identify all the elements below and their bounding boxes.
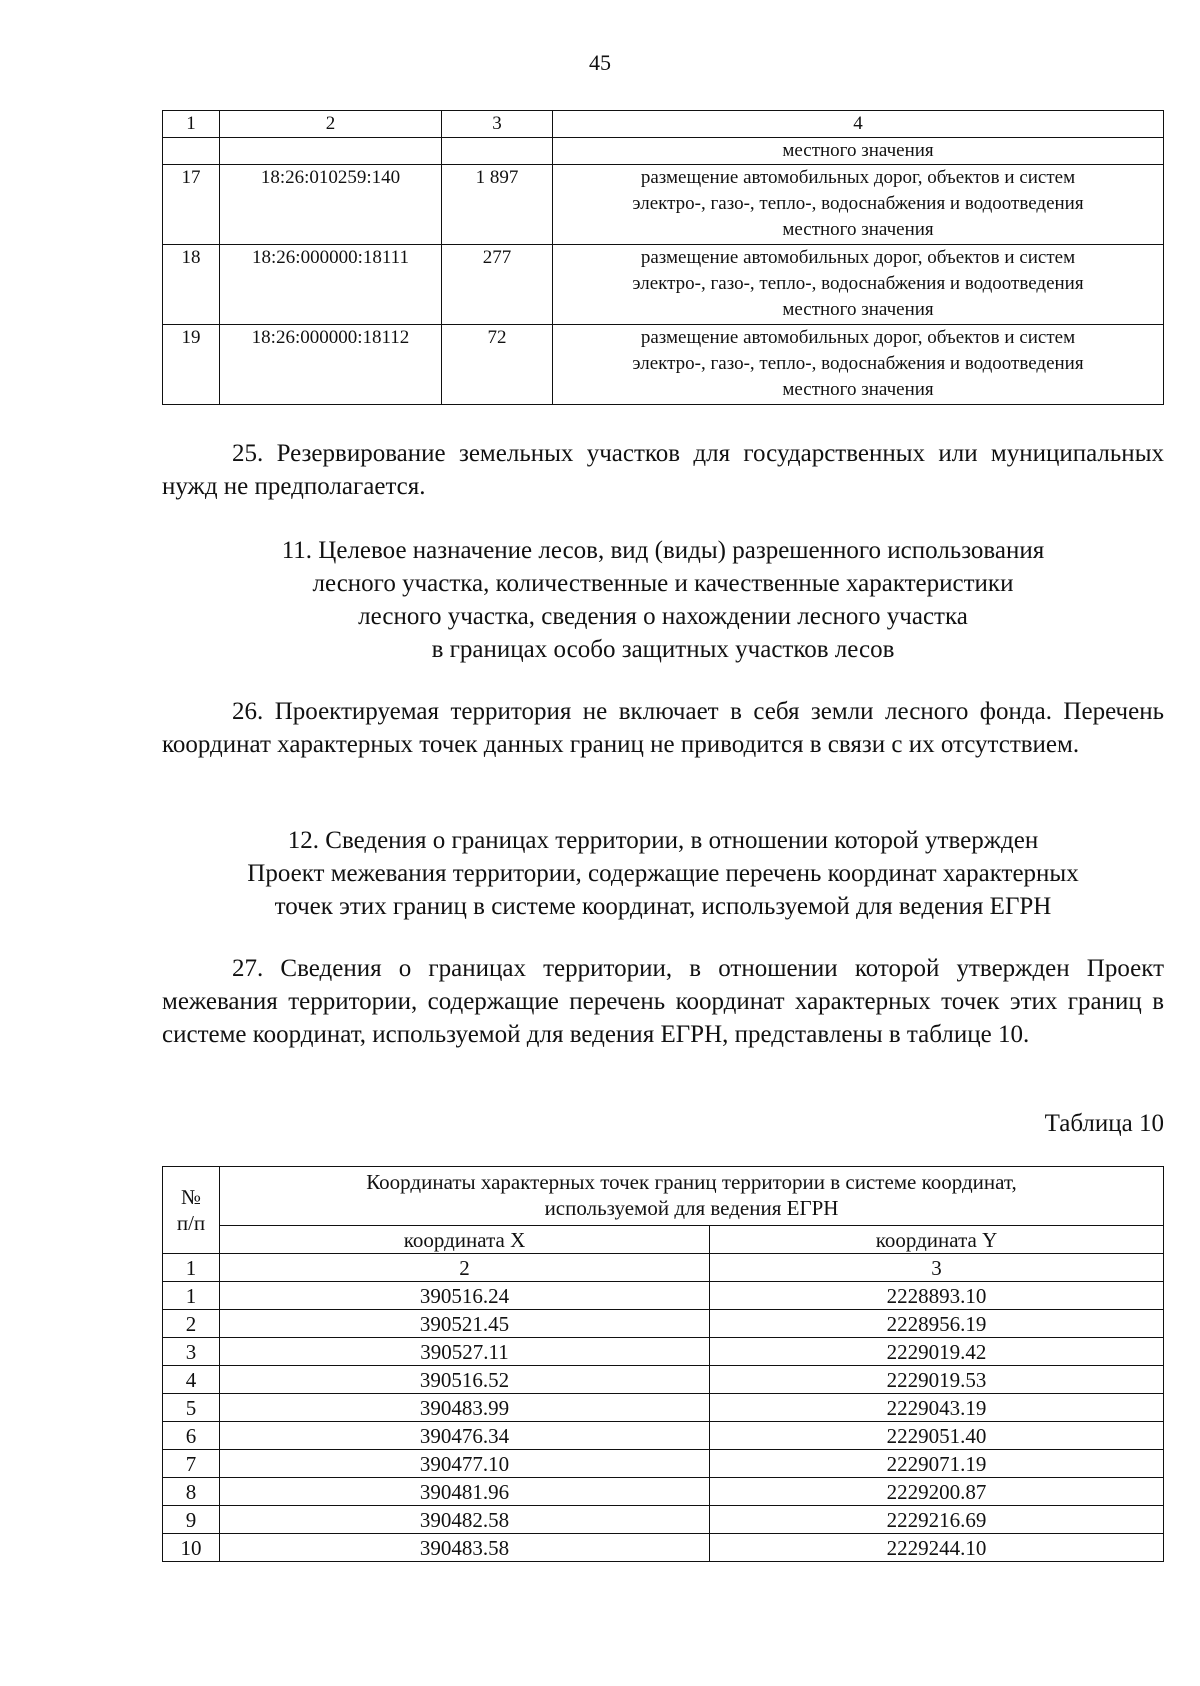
table-row — [163, 1310, 1164, 1338]
table-caption: Таблица 10 — [1044, 1110, 1164, 1137]
coordinate-x: 390527.11 — [220, 1338, 710, 1366]
index-cell: 1 — [163, 1254, 220, 1282]
point-number: 3 — [163, 1338, 220, 1366]
row-number: 18 — [163, 245, 220, 325]
paragraph-25-text: 25. Резервирование земельных участков для государственных или муниципальных нужд не предполагается. — [162, 440, 1164, 500]
coordinate-x: 390483.99 — [220, 1394, 710, 1422]
continuation-row — [163, 138, 1164, 165]
table-row — [163, 165, 1164, 245]
coordinate-y: 2229019.42 — [710, 1338, 1164, 1366]
coordinate-x: 390516.24 — [220, 1282, 710, 1310]
table-header-row — [163, 111, 1164, 138]
table-row — [163, 1506, 1164, 1534]
cadastral-number: 18:26:000000:18112 — [220, 325, 442, 405]
coordinate-x: 390476.34 — [220, 1422, 710, 1450]
row-number: 19 — [163, 325, 220, 405]
empty-cell — [442, 138, 553, 165]
point-number: 9 — [163, 1506, 220, 1534]
table-row — [163, 1338, 1164, 1366]
point-number: 7 — [163, 1450, 220, 1478]
index-cell: 2 — [220, 1254, 710, 1282]
coordinate-y: 2229043.19 — [710, 1394, 1164, 1422]
plot-area: 72 — [442, 325, 553, 405]
permitted-use: размещение автомобильных дорог, объектов и систем электро-, газо-, тепло-, водоснабжения и водоотведения местного значения — [553, 245, 1164, 325]
header-cell: 4 — [553, 111, 1164, 138]
table-row — [163, 1282, 1164, 1310]
point-number: 5 — [163, 1394, 220, 1422]
paragraph-27 — [162, 952, 1164, 1051]
header-cell: 3 — [442, 111, 553, 138]
table-row — [163, 1534, 1164, 1562]
header-cell: 2 — [220, 111, 442, 138]
table-row — [163, 325, 1164, 405]
point-number: 8 — [163, 1478, 220, 1506]
coordinate-x: 390521.45 — [220, 1310, 710, 1338]
coordinate-x: 390482.58 — [220, 1506, 710, 1534]
paragraph-26-text: 26. Проектируемая территория не включает в себя земли лесного фонда. Перечень координат характерных точек данных границ не приводится в связи с их отсутствием. — [162, 698, 1164, 758]
table-row — [163, 1366, 1164, 1394]
coordinate-y: 2228956.19 — [710, 1310, 1164, 1338]
cadastral-number: 18:26:000000:18111 — [220, 245, 442, 325]
table-row — [163, 1394, 1164, 1422]
coordinate-y: 2229071.19 — [710, 1450, 1164, 1478]
cadastral-number: 18:26:010259:140 — [220, 165, 442, 245]
coordinate-y: 2229244.10 — [710, 1534, 1164, 1562]
x-header: координата X — [220, 1226, 710, 1254]
table-subheader-row — [163, 1226, 1164, 1254]
table-header-row — [163, 1167, 1164, 1226]
coordinate-x: 390481.96 — [220, 1478, 710, 1506]
table-row — [163, 1422, 1164, 1450]
point-number: 1 — [163, 1282, 220, 1310]
coordinates-header: Координаты характерных точек границ территории в системе координат, используемой для ведения ЕГРН — [220, 1167, 1164, 1226]
table-row — [163, 1450, 1164, 1478]
coordinate-y: 2229051.40 — [710, 1422, 1164, 1450]
coordinate-y: 2228893.10 — [710, 1282, 1164, 1310]
point-number: 2 — [163, 1310, 220, 1338]
index-row — [163, 1254, 1164, 1282]
point-number: 4 — [163, 1366, 220, 1394]
table-row — [163, 245, 1164, 325]
page-number: 45 — [589, 50, 611, 75]
continuation-text: местного значения — [553, 138, 1164, 165]
section-heading-12: 12. Сведения о границах территории, в отношении которой утвержден Проект межевания территории, содержащие перечень координат характерных точек этих границ в системе координат, используемой для ведения ЕГРН — [247, 827, 1079, 920]
coordinate-x: 390516.52 — [220, 1366, 710, 1394]
point-number: 6 — [163, 1422, 220, 1450]
coordinate-y: 2229216.69 — [710, 1506, 1164, 1534]
permitted-use: размещение автомобильных дорог, объектов и систем электро-, газо-, тепло-, водоснабжения и водоотведения местного значения — [553, 325, 1164, 405]
coordinate-y: 2229200.87 — [710, 1478, 1164, 1506]
paragraph-27-text: 27. Сведения о границах территории, в отношении которой утвержден Проект межевания территории, содержащие перечень координат характерных точек этих границ в системе координат, используемой для ведения ЕГРН, представлены в таблице 10. — [162, 955, 1164, 1048]
coordinate-y: 2229019.53 — [710, 1366, 1164, 1394]
permitted-use: размещение автомобильных дорог, объектов и систем электро-, газо-, тепло-, водоснабжения и водоотведения местного значения — [553, 165, 1164, 245]
coordinates-table — [162, 1166, 1164, 1562]
section-heading-11: 11. Целевое назначение лесов, вид (виды) разрешенного использования лесного участка, количественные и качественные характеристики лесного участка, сведения о нахождении лесного участка в границах особо защитных участков лесов — [281, 537, 1045, 663]
plot-area: 1 897 — [442, 165, 553, 245]
coordinate-x: 390477.10 — [220, 1450, 710, 1478]
coordinate-x: 390483.58 — [220, 1534, 710, 1562]
table-row — [163, 1478, 1164, 1506]
header-cell: 1 — [163, 111, 220, 138]
y-header: координата Y — [710, 1226, 1164, 1254]
row-number: 17 — [163, 165, 220, 245]
paragraph-25 — [162, 437, 1164, 503]
paragraph-26 — [162, 695, 1164, 761]
index-cell: 3 — [710, 1254, 1164, 1282]
empty-cell — [163, 138, 220, 165]
number-header: № п/п — [163, 1167, 220, 1254]
point-number: 10 — [163, 1534, 220, 1562]
land-plots-table — [162, 110, 1164, 405]
plot-area: 277 — [442, 245, 553, 325]
empty-cell — [220, 138, 442, 165]
